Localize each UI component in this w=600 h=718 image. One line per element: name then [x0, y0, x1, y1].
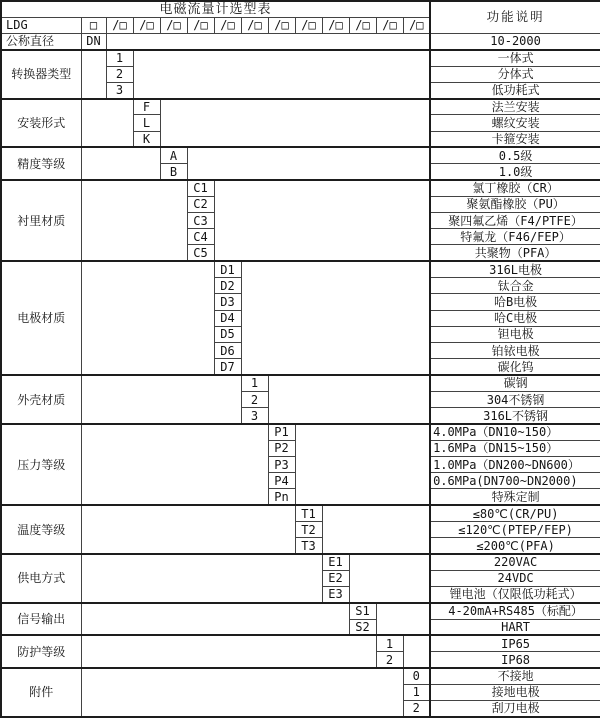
group-label: 压力等级 — [1, 424, 81, 505]
option-code: E3 — [322, 587, 349, 603]
model-slot-11: /□ — [376, 17, 403, 33]
empty-cell — [106, 34, 430, 50]
empty-cell — [81, 180, 187, 261]
empty-cell — [322, 505, 430, 554]
option-description: 10-2000 — [430, 34, 600, 50]
option-code: E2 — [322, 570, 349, 586]
empty-cell — [403, 635, 430, 668]
option-code: C3 — [187, 212, 214, 228]
option-description: 共聚物（PFA） — [430, 245, 600, 261]
option-description: 1.0级 — [430, 164, 600, 180]
option-code: 2 — [403, 700, 430, 716]
option-code: P2 — [268, 440, 295, 456]
empty-cell — [268, 375, 430, 424]
option-code: C5 — [187, 245, 214, 261]
function-description-header: 功能说明 — [430, 1, 600, 34]
option-code: 0 — [403, 668, 430, 684]
model-slot-2: /□ — [133, 17, 160, 33]
option-code: D7 — [214, 359, 241, 375]
option-code: D2 — [214, 278, 241, 294]
option-description: ≤120℃(PTEP/FEP) — [430, 522, 600, 538]
group-row — [1, 261, 600, 277]
option-description: 刮刀电极 — [430, 700, 600, 716]
group-row — [1, 50, 600, 66]
option-description: 4.0MPa（DN10~150） — [430, 424, 600, 440]
option-description: 铂铱电极 — [430, 343, 600, 359]
group-label: 供电方式 — [1, 554, 81, 603]
empty-cell — [295, 424, 430, 505]
empty-cell — [81, 261, 214, 375]
model-slot-6: /□ — [241, 17, 268, 33]
option-description: 碳化钨 — [430, 359, 600, 375]
group-label: 外壳材质 — [1, 375, 81, 424]
option-description: 碳钢 — [430, 375, 600, 391]
option-description: 锂电池（仅限低功耗式） — [430, 587, 600, 603]
option-code: L — [133, 115, 160, 131]
option-code: T3 — [295, 538, 322, 554]
empty-cell — [81, 424, 268, 505]
group-row — [1, 554, 600, 570]
empty-cell — [81, 505, 295, 554]
option-code: D6 — [214, 343, 241, 359]
empty-cell — [81, 50, 106, 99]
table-title: 电磁流量计选型表 — [1, 1, 430, 17]
option-code: B — [160, 164, 187, 180]
option-description: 1.6MPa（DN15~150） — [430, 440, 600, 456]
model-slot-9: /□ — [322, 17, 349, 33]
option-code: 1 — [403, 684, 430, 700]
option-description: 低功耗式 — [430, 82, 600, 98]
option-code: DN — [81, 34, 106, 50]
option-code: F — [133, 99, 160, 115]
empty-cell — [81, 99, 133, 148]
option-description: 特氟龙（F46/FEP） — [430, 229, 600, 245]
option-code: K — [133, 131, 160, 147]
option-description: ≤200℃(PFA) — [430, 538, 600, 554]
option-code: P4 — [268, 473, 295, 489]
model-slot-12: /□ — [403, 17, 430, 33]
option-description: 接地电极 — [430, 684, 600, 700]
option-code: 1 — [106, 50, 133, 66]
model-slot-8: /□ — [295, 17, 322, 33]
option-description: 0.6MPa(DN700~DN2000) — [430, 473, 600, 489]
model-slot-10: /□ — [349, 17, 376, 33]
model-slot-1: /□ — [106, 17, 133, 33]
option-description: HART — [430, 619, 600, 635]
model-prefix: LDG — [1, 17, 81, 33]
empty-cell — [160, 99, 430, 148]
group-label: 精度等级 — [1, 147, 81, 180]
group-label: 防护等级 — [1, 635, 81, 668]
header-row — [1, 1, 600, 17]
option-code: S2 — [349, 619, 376, 635]
group-row — [1, 375, 600, 391]
option-description: 卡箍安装 — [430, 131, 600, 147]
option-code: 2 — [241, 391, 268, 407]
empty-cell — [187, 147, 430, 180]
empty-cell — [81, 375, 241, 424]
option-description: 220VAC — [430, 554, 600, 570]
option-description: 法兰安装 — [430, 99, 600, 115]
option-description: 钛合金 — [430, 278, 600, 294]
option-description: 304不锈钢 — [430, 391, 600, 407]
option-description: 一体式 — [430, 50, 600, 66]
option-description: 316L不锈钢 — [430, 408, 600, 424]
option-code: Pn — [268, 489, 295, 505]
option-code: D1 — [214, 261, 241, 277]
option-description: 特殊定制 — [430, 489, 600, 505]
empty-cell — [241, 261, 430, 375]
empty-cell — [349, 554, 430, 603]
option-code: D3 — [214, 294, 241, 310]
option-description: 24VDC — [430, 570, 600, 586]
option-code: 1 — [241, 375, 268, 391]
group-row — [1, 147, 600, 163]
option-description: 钽电极 — [430, 326, 600, 342]
model-slot-3: /□ — [160, 17, 187, 33]
empty-cell — [214, 180, 430, 261]
group-row — [1, 668, 600, 684]
group-label: 温度等级 — [1, 505, 81, 554]
empty-cell — [81, 554, 322, 603]
group-row — [1, 99, 600, 115]
option-code: T2 — [295, 522, 322, 538]
option-code: T1 — [295, 505, 322, 521]
option-code: 1 — [376, 635, 403, 651]
option-description: 螺纹安装 — [430, 115, 600, 131]
empty-cell — [81, 668, 403, 717]
group-label: 附件 — [1, 668, 81, 717]
model-slot-7: /□ — [268, 17, 295, 33]
group-row — [1, 180, 600, 196]
option-description: 聚氨酯橡胶（PU） — [430, 196, 600, 212]
group-row — [1, 603, 600, 619]
option-description: 聚四氟乙烯（F4/PTFE） — [430, 212, 600, 228]
option-code: P3 — [268, 456, 295, 472]
empty-cell — [376, 603, 430, 636]
group-label: 公称直径 — [1, 34, 81, 50]
option-code: 2 — [376, 652, 403, 668]
group-row — [1, 34, 600, 50]
option-description: 不接地 — [430, 668, 600, 684]
option-code: 2 — [106, 66, 133, 82]
option-description: 氯丁橡胶（CR） — [430, 180, 600, 196]
option-code: 3 — [241, 408, 268, 424]
option-code: P1 — [268, 424, 295, 440]
option-code: C1 — [187, 180, 214, 196]
option-code: C4 — [187, 229, 214, 245]
group-label: 电极材质 — [1, 261, 81, 375]
option-description: 0.5级 — [430, 147, 600, 163]
empty-cell — [133, 50, 430, 99]
option-description: 分体式 — [430, 66, 600, 82]
option-description: IP65 — [430, 635, 600, 651]
option-code: D5 — [214, 326, 241, 342]
group-label: 转换器类型 — [1, 50, 81, 99]
option-description: IP68 — [430, 652, 600, 668]
option-code: C2 — [187, 196, 214, 212]
option-code: D4 — [214, 310, 241, 326]
group-label: 信号输出 — [1, 603, 81, 636]
group-row — [1, 635, 600, 651]
group-row — [1, 505, 600, 521]
group-label: 衬里材质 — [1, 180, 81, 261]
option-code: S1 — [349, 603, 376, 619]
option-description: 1.0MPa（DN200~DN600） — [430, 456, 600, 472]
option-code: 3 — [106, 82, 133, 98]
option-description: 哈C电极 — [430, 310, 600, 326]
option-description: 哈B电极 — [430, 294, 600, 310]
empty-cell — [81, 635, 376, 668]
option-description: 316L电极 — [430, 261, 600, 277]
model-first-box: □ — [81, 17, 106, 33]
option-description: ≤80℃(CR/PU) — [430, 505, 600, 521]
model-slot-5: /□ — [214, 17, 241, 33]
option-code: A — [160, 147, 187, 163]
model-slot-4: /□ — [187, 17, 214, 33]
option-description: 4-20mA+RS485（标配） — [430, 603, 600, 619]
option-code: E1 — [322, 554, 349, 570]
empty-cell — [81, 603, 349, 636]
group-row — [1, 424, 600, 440]
group-label: 安装形式 — [1, 99, 81, 148]
empty-cell — [81, 147, 160, 180]
